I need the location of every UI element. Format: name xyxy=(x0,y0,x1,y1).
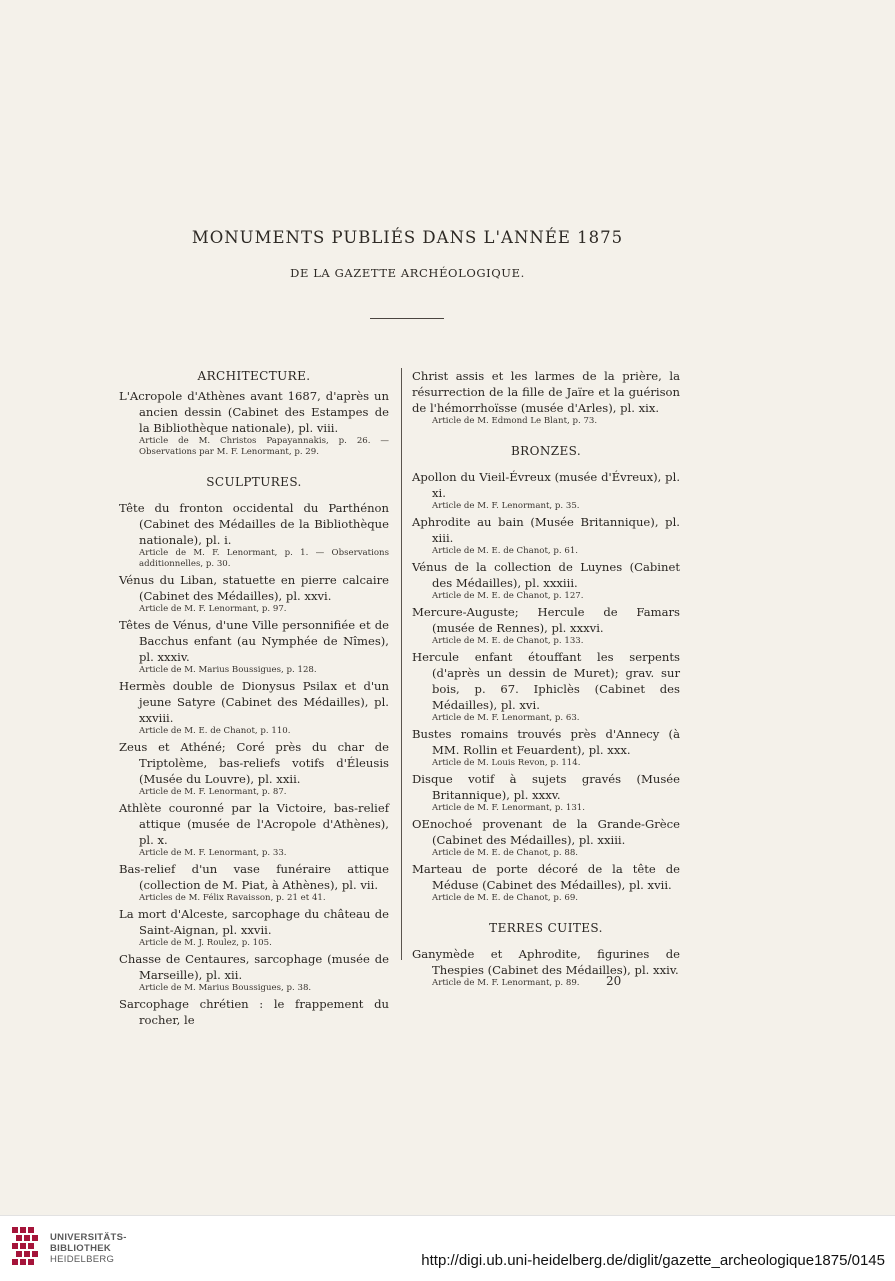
list-item xyxy=(119,572,389,615)
entry-text: Bustes romains trouvés près d'Annecy (à MM. Rollin et Feuardent), pl. xxx. xyxy=(412,727,680,757)
source-url-link[interactable]: http://digi.ub.uni-heidelberg.de/diglit/gazette_archeologique1875/0145 xyxy=(421,1252,885,1269)
entry-citation: Article de M. F. Lenormant, p. 97. xyxy=(139,604,287,614)
footer-bar xyxy=(0,1215,895,1281)
section-heading-terres-cuites: TERRES CUITES. xyxy=(489,921,603,935)
entry-text: Ganymède et Aphrodite, figurines de Thespies (Cabinet des Médailles), pl. xxiv. xyxy=(412,947,680,977)
page-subtitle: DE LA GAZETTE ARCHÉOLOGIQUE. xyxy=(290,266,525,280)
page-number: 20 xyxy=(606,974,622,988)
entry-citation: Article de M. F. Lenormant, p. 35. xyxy=(432,501,580,511)
entry-citation: Article de M. E. de Chanot, p. 110. xyxy=(139,726,291,736)
entry-text: Aphrodite au bain (Musée Britannique), pl. xiii. xyxy=(412,515,680,545)
list-item xyxy=(412,649,680,724)
entry-citation: Articles de M. Félix Ravaisson, p. 21 et 41. xyxy=(139,893,326,903)
list-item xyxy=(119,951,389,994)
entry-text: Tête du fronton occidental du Parthénon (Cabinet des Médailles de la Bibliothèque nationale), pl. i. xyxy=(119,501,389,547)
library-logo-text[interactable] xyxy=(50,1232,127,1265)
entry-citation: Article de M. J. Roulez, p. 105. xyxy=(139,938,272,948)
entry-citation: Article de M. Marius Boussigues, p. 128. xyxy=(139,665,317,675)
entry-text: L'Acropole d'Athènes avant 1687, d'après un ancien dessin (Cabinet des Estampes de la Bibliothèque nationale), pl. viii. xyxy=(119,389,389,435)
section-heading-architecture: ARCHITECTURE. xyxy=(197,369,311,383)
section-heading-bronzes: BRONZES. xyxy=(510,444,582,458)
entry-text: OEnochoé provenant de la Grande-Grèce (Cabinet des Médailles), pl. xxiii. xyxy=(412,817,680,847)
list-item xyxy=(412,604,680,647)
entry-citation: Article de M. Marius Boussigues, p. 38. xyxy=(139,983,312,993)
column-divider xyxy=(401,368,402,960)
entry-text: Chasse de Centaures, sarcophage (musée de Marseille), pl. xii. xyxy=(119,952,389,982)
logo-line: HEIDELBERG xyxy=(50,1254,115,1265)
entry-text: Bas-relief d'un vase funéraire attique (collection de M. Piat, à Athènes), pl. vii. xyxy=(119,862,389,892)
entry-citation: Article de M. Christos Papayannakis, p. 26. — Observations par M. F. Lenormant, p. 29. xyxy=(139,436,389,457)
entry-text: Christ assis et les larmes de la prière, la résurrection de la fille de Jaïre et la guérison de l'hémorrhoïsse (musée d'Arles), pl. xix. xyxy=(412,369,680,415)
list-item xyxy=(412,816,680,859)
left-column xyxy=(119,368,389,1029)
list-item xyxy=(412,514,680,557)
entry-citation: Article de M. F. Lenormant, p. 131. xyxy=(432,803,585,813)
list-item xyxy=(119,500,389,570)
list-item xyxy=(119,678,389,737)
list-item xyxy=(119,617,389,676)
entry-text: Vénus de la collection de Luynes (Cabinet des Médailles), pl. xxxiii. xyxy=(412,560,680,590)
entry-citation: Article de M. F. Lenormant, p. 33. xyxy=(139,848,287,858)
list-item xyxy=(119,800,389,859)
entry-text: Vénus du Liban, statuette en pierre calcaire (Cabinet des Médailles), pl. xxvi. xyxy=(119,573,389,603)
list-item xyxy=(412,559,680,602)
list-item-continued xyxy=(412,368,680,427)
logo-line: UNIVERSITÄTS- xyxy=(50,1232,127,1243)
list-item xyxy=(412,771,680,814)
entry-text: Mercure-Auguste; Hercule de Famars (musée de Rennes), pl. xxxvi. xyxy=(412,605,680,635)
entry-citation: Article de M. F. Lenormant, p. 63. xyxy=(432,713,580,723)
entry-text: Athlète couronné par la Victoire, bas-relief attique (musée de l'Acropole d'Athènes), pl. x. xyxy=(119,801,389,847)
entry-text: Hercule enfant étouffant les serpents (d'après un dessin de Muret); grav. sur bois, p. 67. Iphiclès (Cabinet des Médailles), pl. xvi. xyxy=(412,650,680,712)
entry-citation: Article de M. E. de Chanot, p. 88. xyxy=(432,848,579,858)
page-title: MONUMENTS PUBLIÉS DANS L'ANNÉE 1875 xyxy=(191,228,624,247)
entry-text: Marteau de porte décoré de la tête de Méduse (Cabinet des Médailles), pl. xvii. xyxy=(412,862,680,892)
entry-text: La mort d'Alceste, sarcophage du château de Saint-Aignan, pl. xxvii. xyxy=(119,907,389,937)
title-rule xyxy=(370,318,444,319)
entry-text: Zeus et Athéné; Coré près du char de Triptolème, bas-reliefs votifs d'Éleusis (Musée du Louvre), pl. xxii. xyxy=(119,740,389,786)
list-item xyxy=(412,726,680,769)
entry-citation: Article de M. E. de Chanot, p. 69. xyxy=(432,893,579,903)
entry-citation: Article de M. E. de Chanot, p. 61. xyxy=(432,546,579,556)
list-item xyxy=(119,906,389,949)
list-item xyxy=(412,946,680,989)
entry-text: Têtes de Vénus, d'une Ville personnifiée et de Bacchus enfant (au Nymphée de Nîmes), pl. xxxiv. xyxy=(119,618,389,664)
entry-text: Hermès double de Dionysus Psilax et d'un jeune Satyre (Cabinet des Médailles), pl. xxviii. xyxy=(119,679,389,725)
entry-citation: Article de M. Louis Revon, p. 114. xyxy=(432,758,581,768)
list-item xyxy=(412,861,680,904)
list-item xyxy=(119,388,389,458)
logo-line: BIBLIOTHEK xyxy=(50,1243,112,1254)
heidelberg-university-library-logo-icon[interactable] xyxy=(10,1225,44,1269)
entry-text: Disque votif à sujets gravés (Musée Britannique), pl. xxxv. xyxy=(412,772,680,802)
list-item xyxy=(119,739,389,798)
list-item xyxy=(119,861,389,904)
entry-citation: Article de M. E. de Chanot, p. 127. xyxy=(432,591,584,601)
entry-text: Apollon du Vieil-Évreux (musée d'Évreux), pl. xi. xyxy=(412,470,680,500)
list-item xyxy=(412,469,680,512)
entry-citation: Article de M. F. Lenormant, p. 87. xyxy=(139,787,287,797)
entry-text: Sarcophage chrétien : le frappement du rocher, le xyxy=(119,997,389,1027)
entry-citation: Article de M. F. Lenormant, p. 1. — Observations additionnelles, p. 30. xyxy=(139,548,389,569)
entry-citation: Article de M. Edmond Le Blant, p. 73. xyxy=(432,416,598,426)
section-heading-sculptures: SCULPTURES. xyxy=(206,475,302,489)
entry-citation: Article de M. F. Lenormant, p. 89. xyxy=(432,978,580,988)
right-column xyxy=(412,368,680,991)
list-item xyxy=(119,996,389,1028)
entry-citation: Article de M. E. de Chanot, p. 133. xyxy=(432,636,584,646)
